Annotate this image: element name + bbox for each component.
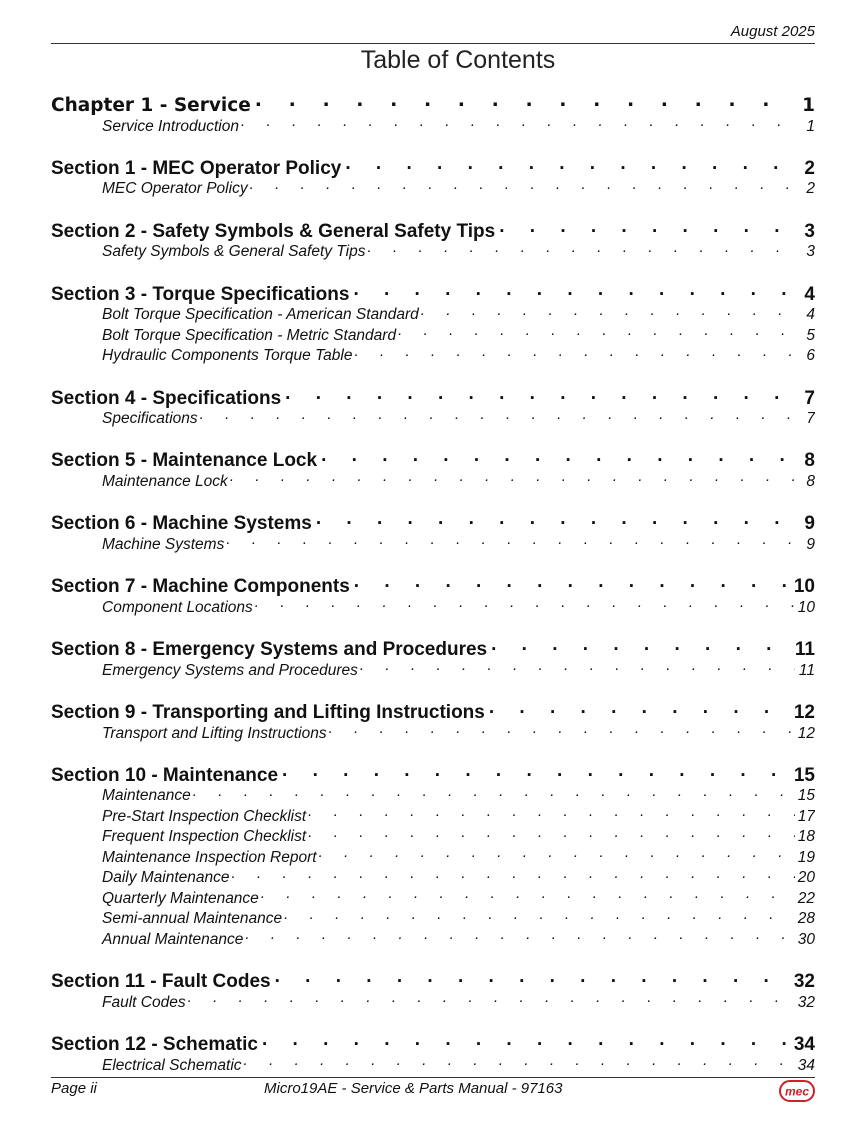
toc-section <box>51 1031 815 1075</box>
toc-section-title: Section 8 - Emergency Systems and Procedures <box>51 639 488 660</box>
toc-entry[interactable] <box>51 722 815 743</box>
toc-section-page: 2 <box>804 157 815 178</box>
toc-section-heading[interactable] <box>51 385 815 408</box>
page-title: Table of Contents <box>360 46 556 74</box>
toc-section-heading[interactable] <box>51 218 815 241</box>
toc-entry-title: Daily Maintenance <box>102 868 230 887</box>
toc-entry-title: Semi-annual Maintenance <box>102 909 282 928</box>
toc-entry-title: Electrical Schematic <box>102 1056 242 1075</box>
toc-entry-title: Bolt Torque Specification - American Standard <box>102 305 419 324</box>
toc-section-title: Section 4 - Specifications <box>51 387 282 408</box>
toc-entry[interactable] <box>51 887 815 908</box>
toc-section <box>51 762 815 949</box>
toc-section-page: 7 <box>804 387 815 408</box>
toc-section-title: Section 9 - Transporting and Lifting Instructions <box>51 702 485 723</box>
toc-entry-page: 6 <box>806 347 815 365</box>
toc-entry-title: Safety Symbols & General Safety Tips <box>102 242 365 261</box>
toc-section-title: Section 11 - Fault Codes <box>51 971 271 992</box>
toc-entry-title: Maintenance <box>102 786 191 805</box>
toc-dot-leader <box>259 887 795 903</box>
toc-entry-page: 28 <box>797 910 815 928</box>
toc-entry-title: Service Introduction <box>102 117 239 136</box>
toc-dot-leader <box>230 867 795 883</box>
toc-entry[interactable] <box>51 324 815 345</box>
toc-entry-page: 34 <box>797 1056 815 1074</box>
toc-dot-leader <box>495 218 791 237</box>
toc-section-page: 15 <box>793 764 815 785</box>
toc-dot-leader <box>248 178 795 194</box>
toc-dot-leader <box>352 345 795 361</box>
toc-entry[interactable] <box>51 1054 815 1075</box>
toc-section-title: Section 1 - MEC Operator Policy <box>51 157 342 178</box>
toc-dot-leader <box>242 1054 795 1070</box>
toc-section-page: 12 <box>793 702 815 723</box>
toc-entry-title: Pre-Start Inspection Checklist <box>102 807 306 826</box>
toc-entry[interactable] <box>51 408 815 429</box>
toc-dot-leader <box>281 385 791 404</box>
toc-section-heading[interactable] <box>51 699 815 722</box>
toc-section <box>51 218 815 262</box>
toc-entry-title: Hydraulic Components Torque Table <box>102 346 352 365</box>
toc-entry[interactable] <box>51 908 815 929</box>
toc-dot-leader <box>258 1031 790 1050</box>
toc-dot-leader <box>251 92 791 111</box>
header-date: August 2025 <box>730 23 815 40</box>
toc-entry-page: 19 <box>797 848 815 866</box>
toc-dot-leader <box>239 115 795 131</box>
toc-entry-page: 12 <box>797 724 815 742</box>
toc-entry[interactable] <box>51 659 815 680</box>
footer-document-title: Micro19AE - Service & Parts Manual - 97163 <box>264 1080 563 1097</box>
toc-entry-title: Transport and Lifting Instructions <box>102 724 327 743</box>
toc-section-page: 1 <box>802 94 815 115</box>
toc-section-heading[interactable] <box>51 92 815 115</box>
toc-entry-title: Emergency Systems and Procedures <box>102 661 358 680</box>
toc-section-title: Section 12 - Schematic <box>51 1034 258 1055</box>
toc-entry-page: 3 <box>806 243 815 261</box>
toc-dot-leader <box>317 846 795 862</box>
toc-dot-leader <box>306 805 795 821</box>
toc-section-title: Chapter 1 - Service <box>51 94 251 115</box>
toc-entry-page: 5 <box>806 326 815 344</box>
toc-section-heading[interactable] <box>51 762 815 785</box>
toc-section <box>51 281 815 366</box>
toc-section-page: 32 <box>793 971 815 992</box>
toc-section <box>51 510 815 554</box>
toc-dot-leader <box>253 596 795 612</box>
toc-dot-leader <box>317 447 791 466</box>
toc-entry-title: Fault Codes <box>102 993 186 1012</box>
toc-section-page: 11 <box>794 639 815 660</box>
toc-section <box>51 447 815 491</box>
toc-dot-leader <box>191 785 795 801</box>
toc-entry-title: Maintenance Lock <box>102 472 228 491</box>
header-rule <box>51 43 815 44</box>
toc-entry[interactable] <box>51 805 815 826</box>
toc-dot-leader <box>485 699 790 718</box>
toc-dot-leader <box>271 968 790 987</box>
toc-section-page: 9 <box>804 513 815 534</box>
toc-section-page: 4 <box>804 283 815 304</box>
toc-entry-page: 1 <box>806 117 815 135</box>
toc-section-heading[interactable] <box>51 447 815 470</box>
toc-entry[interactable] <box>51 867 815 888</box>
toc-entry[interactable] <box>51 596 815 617</box>
toc-entry[interactable] <box>51 826 815 847</box>
toc-section <box>51 155 815 199</box>
toc-dot-leader <box>312 510 791 529</box>
toc-section <box>51 968 815 1012</box>
footer-page-number: Page ii <box>51 1080 97 1097</box>
toc-entry-page: 2 <box>806 180 815 198</box>
toc-dot-leader <box>487 636 791 655</box>
toc-section-heading[interactable] <box>51 510 815 533</box>
toc-entry-page: 18 <box>797 828 815 846</box>
toc-dot-leader <box>419 304 795 320</box>
toc-dot-leader <box>350 573 790 592</box>
toc-dot-leader <box>282 908 795 924</box>
mec-logo-icon <box>779 1080 815 1102</box>
toc-dot-leader <box>349 281 791 300</box>
toc-entry-page: 15 <box>797 787 815 805</box>
toc-entry-title: Machine Systems <box>102 535 224 554</box>
toc-entry-title: MEC Operator Policy <box>102 179 248 198</box>
toc-entry-page: 10 <box>797 598 815 616</box>
toc-entry[interactable] <box>51 115 815 136</box>
toc-dot-leader <box>365 241 795 257</box>
toc-entry-title: Component Locations <box>102 598 253 617</box>
toc-entry-title: Quarterly Maintenance <box>102 889 259 908</box>
toc-section-page: 34 <box>793 1034 815 1055</box>
toc-entry-page: 17 <box>797 807 815 825</box>
toc-section-title: Section 5 - Maintenance Lock <box>51 450 318 471</box>
toc-entry[interactable] <box>51 928 815 949</box>
toc-entry-title: Bolt Torque Specification - Metric Standard <box>102 326 396 345</box>
toc-entry[interactable] <box>51 846 815 867</box>
toc-dot-leader <box>186 991 795 1007</box>
table-of-contents <box>51 92 815 1094</box>
toc-entry[interactable] <box>51 785 815 806</box>
toc-dot-leader <box>306 826 795 842</box>
toc-entry-page: 32 <box>797 993 815 1011</box>
toc-entry-page: 8 <box>806 472 815 490</box>
toc-entry[interactable] <box>51 470 815 491</box>
toc-dot-leader <box>278 762 790 781</box>
toc-entry-page: 22 <box>797 889 815 907</box>
toc-dot-leader <box>198 408 795 424</box>
toc-entry-page: 30 <box>797 930 815 948</box>
footer-rule <box>51 1077 815 1078</box>
toc-entry-page: 4 <box>806 306 815 324</box>
toc-entry[interactable] <box>51 345 815 366</box>
toc-entry-page: 20 <box>797 869 815 887</box>
toc-section-title: Section 3 - Torque Specifications <box>51 283 350 304</box>
toc-section-title: Section 7 - Machine Components <box>51 576 350 597</box>
toc-entry-title: Annual Maintenance <box>102 930 243 949</box>
toc-dot-leader <box>224 533 795 549</box>
toc-section-heading[interactable] <box>51 281 815 304</box>
toc-section <box>51 385 815 429</box>
toc-section-page: 3 <box>804 220 815 241</box>
toc-entry[interactable] <box>51 241 815 262</box>
mec-logo-text: mec <box>784 1084 810 1099</box>
toc-section <box>51 573 815 617</box>
toc-section-heading[interactable] <box>51 573 815 596</box>
toc-dot-leader <box>396 324 795 340</box>
toc-dot-leader <box>327 722 795 738</box>
toc-entry-page: 7 <box>806 410 815 428</box>
toc-dot-leader <box>228 470 795 486</box>
toc-dot-leader <box>341 155 791 174</box>
toc-section-page: 8 <box>804 450 815 471</box>
toc-dot-leader <box>243 928 795 944</box>
toc-entry[interactable] <box>51 533 815 554</box>
toc-entry-page: 11 <box>798 661 815 679</box>
toc-section-heading[interactable] <box>51 636 815 659</box>
toc-entry-title: Frequent Inspection Checklist <box>102 827 306 846</box>
toc-section-title: Section 2 - Safety Symbols & General Safety Tips <box>51 220 496 241</box>
toc-entry[interactable] <box>51 304 815 325</box>
toc-entry-page: 9 <box>806 535 815 553</box>
toc-section-heading[interactable] <box>51 968 815 991</box>
toc-section-heading[interactable] <box>51 155 815 178</box>
footer <box>51 1080 815 1102</box>
toc-entry[interactable] <box>51 991 815 1012</box>
toc-section-heading[interactable] <box>51 1031 815 1054</box>
toc-section <box>51 699 815 743</box>
toc-section-title: Section 6 - Machine Systems <box>51 513 312 534</box>
toc-section <box>51 636 815 680</box>
toc-section <box>51 92 815 136</box>
toc-dot-leader <box>358 659 795 675</box>
toc-entry-title: Specifications <box>102 409 198 428</box>
toc-section-page: 10 <box>793 576 815 597</box>
toc-entry[interactable] <box>51 178 815 199</box>
toc-entry-title: Maintenance Inspection Report <box>102 848 317 867</box>
toc-section-title: Section 10 - Maintenance <box>51 764 279 785</box>
